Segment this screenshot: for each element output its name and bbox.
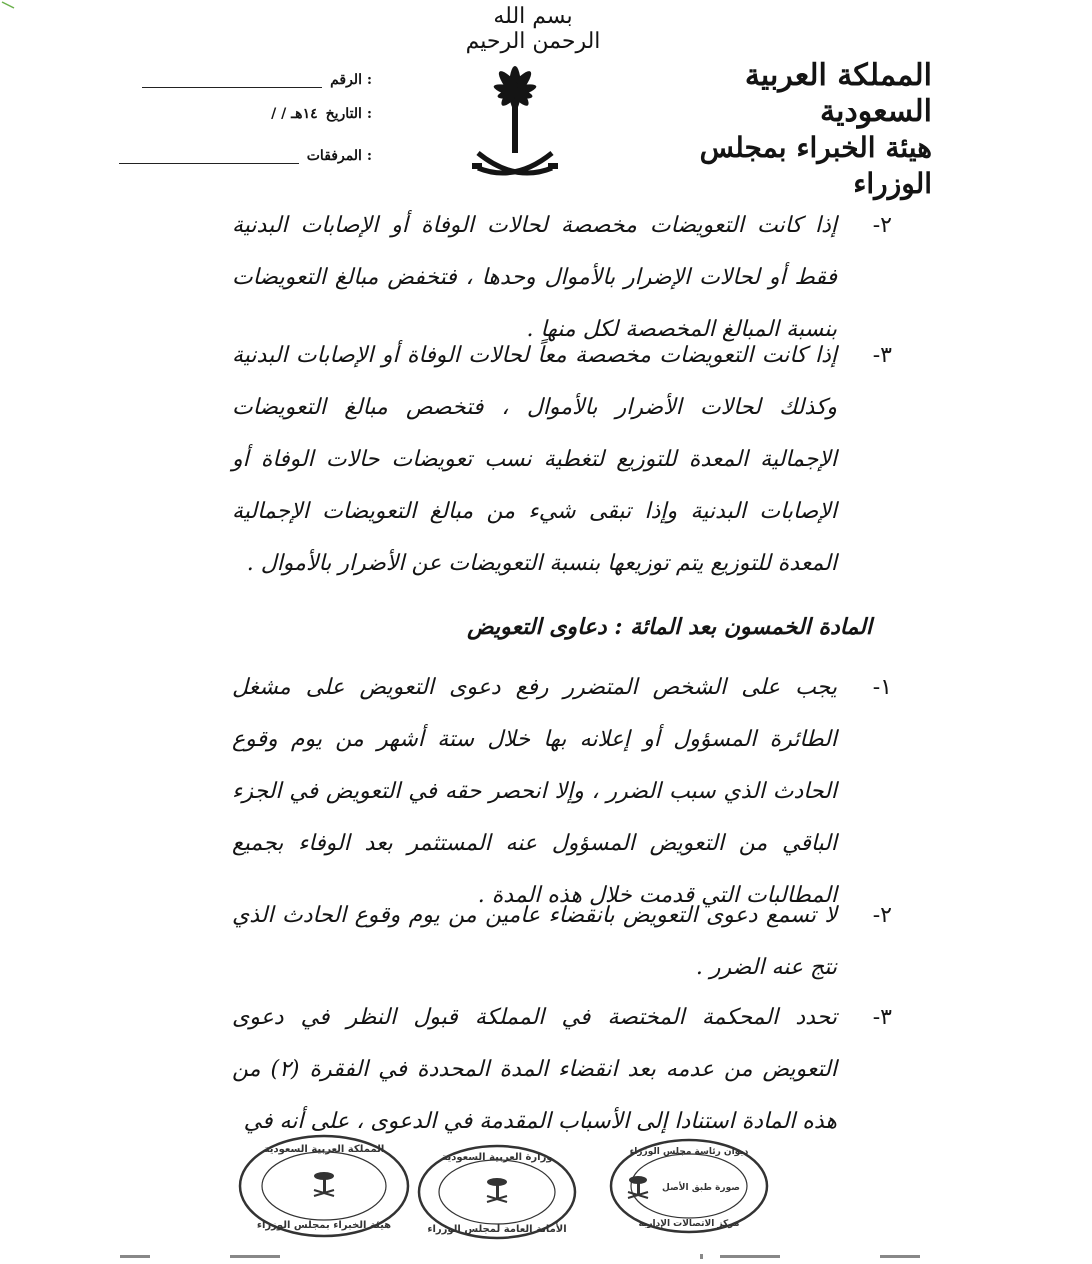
item-text: تحدد المحكمة المختصة في المملكة قبول النظر في دعوى التعويض من عدمه بعد انقضاء المدة المحددة في الفقرة (٢) من هذه المادة استنادا إلى الأسباب المقدمة في الدعوى ، على أنه في [232, 1005, 837, 1134]
date-value: / / ١٤هـ [271, 106, 318, 122]
article-150-item-1 [232, 662, 892, 922]
seal-text: هيئة الخبراء بمجلس الوزراء [256, 1220, 392, 1231]
letterhead-title [642, 58, 932, 202]
seal-text: وزارة العربية السعودية [441, 1152, 553, 1163]
item-number: ٣- [872, 343, 892, 368]
item-text: يجب على الشخص المتضرر رفع دعوى التعويض على مشغل الطائرة المسؤول أو إعلانه بها خلال ستة أشهر من يوم وقوع الحادث الذي سبب الضرر ، وإلا انحصر حقه في التعويض في الجزء الباقي من التعويض المسؤول عنه المستثمر بعد الوفاء بجميع المطالبات التي قدمت خلال هذه المدة . [232, 675, 837, 908]
seal-cabinet-presidency [606, 1136, 772, 1236]
kingdom-name: المملكة العربية السعودية [744, 58, 932, 129]
seal-text: صورة طبق الأصل [662, 1183, 740, 1193]
basmala-calligraphy: بسم الله الرحمن الرحيم [465, 4, 601, 54]
reference-number-line [112, 58, 372, 88]
reference-label: الرقم : [330, 72, 372, 88]
attachments-line [112, 134, 372, 164]
article-heading: المادة الخمسون بعد المائة : دعاوى التعويض [467, 614, 872, 640]
item-text: إذا كانت التعويضات مخصصة لحالات الوفاة أو الإصابات البدنية فقط أو لحالات الإضرار بالأموال وحدها ، فتخفض مبالغ التعويضات بنسبة المبالغ المخصصة لكل منها . [232, 213, 837, 342]
attachments-label: المرفقات : [306, 148, 372, 164]
seal-text: ديوان رئاسة مجلس الوزراء [629, 1147, 749, 1157]
corner-mark [0, 0, 30, 10]
paragraph-item-3 [232, 330, 892, 590]
item-number: ١- [872, 675, 892, 700]
item-number: ٢- [872, 903, 892, 928]
seal-text: المملكة العربية السعودية [263, 1144, 385, 1155]
attachments-rule [119, 149, 299, 164]
seal-text: مركز الاتصالات الإدارية [638, 1219, 740, 1229]
reference-rule [142, 73, 322, 88]
item-number: ٣- [872, 1005, 892, 1030]
saudi-emblem-icon [470, 58, 560, 188]
article-150-item-2 [232, 890, 892, 994]
item-text: لا تسمع دعوى التعويض بانقضاء عامين من يوم وقوع الحادث الذي نتج عنه الضرر . [232, 903, 837, 980]
footer-scan-marks [120, 1254, 1020, 1260]
item-text: إذا كانت التعويضات مخصصة معاً لحالات الوفاة أو الإصابات البدنية وكذلك لحالات الأضرار بالأموال ، فتخصص مبالغ التعويضات الإجمالية المعدة للتوزيع لتغطية نسب تعويضات حالات الوفاة أو الإصابات البدنية وإذا تبقى شيء من مبالغ التعويضات الإجمالية المعدة للتوزيع يتم توزيعها بنسبة التعويضات عن الأضرار بالأموال . [232, 343, 837, 576]
seal-cabinet-general-secretariat [414, 1142, 580, 1242]
article-150-item-3 [232, 992, 892, 1148]
seal-experts-commission [236, 1132, 412, 1240]
seal-text: الأمانة العامة لمجلس الوزراء [427, 1224, 567, 1235]
date-line [112, 92, 372, 122]
authority-name: هيئة الخبراء بمجلس الوزراء [699, 131, 932, 200]
date-label: التاريخ : [325, 106, 372, 122]
item-number: ٢- [872, 213, 892, 238]
